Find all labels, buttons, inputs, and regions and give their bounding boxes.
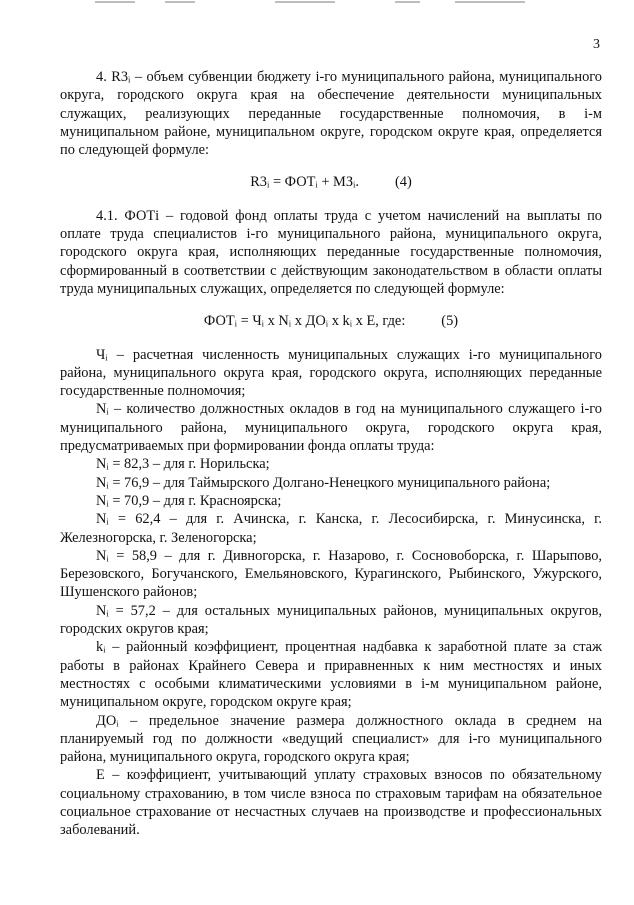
definition-do: ДОᵢ – предельное значение размера должностного оклада в среднем на планируемый год по должности «ведущий специалист» для i-го муниципального района, муниципального округа, городского округа края; <box>60 712 602 766</box>
n-value-achinsk-group: Nᵢ = 62,4 – для г. Ачинска, г. Канска, г. Лесосибирска, г. Минусинска, г. Железногорска, г. Зеленогорска; <box>60 511 602 546</box>
paragraph-r3: 4. R3ᵢ – объем субвенции бюджету i-го муниципального района, муниципального округа, городского округа края на обеспечение деятельности муниципальных служащих, реализующих переданные государственные полномочия, в i-м муниципальном районе, муниципальном округе, городском округе края, определяется по следующей формуле: <box>60 69 602 159</box>
n-value-norilsk: Nᵢ = 82,3 – для г. Норильска; <box>96 456 270 473</box>
page-number: 3 <box>593 37 600 52</box>
n-value-taimyr: Nᵢ = 76,9 – для Таймырского Долгано-Ненецкого муниципального района; <box>96 474 551 491</box>
paragraph-fot: 4.1. ФОТi – годовой фонд оплаты труда с учетом начислений на выплаты по оплате труда специалистов i-го муниципального района, муниципального округа, городского округа края, исполняющих переданные государственные полномочия, сформированный в соответствии с действующим законодательством в области оплаты труда муниципальных служащих, определяется по следующей формуле: <box>60 207 602 297</box>
n-value-krasnoyarsk: Nᵢ = 70,9 – для г. Красноярска; <box>96 492 282 509</box>
definition-n: Nᵢ – количество должностных окладов в год на муниципального служащего i-го муниципального района, муниципального округа, городского округа края, предусматриваемых при формировании фонда оплаты труда: <box>60 401 602 455</box>
formula-5: ФОТᵢ = Чᵢ x Nᵢ x ДОᵢ x kᵢ x Е, где: (5) <box>203 313 459 330</box>
definition-e: Е – коэффициент, учитывающий уплату страховых взносов по обязательному социальному страхованию, в том числе взноса по страховым тарифам на обязательное социальное страхование от несчастных случаев на производстве и профессиональных заболеваний. <box>60 767 602 839</box>
definition-k: kᵢ – районный коэффициент, процентная надбавка к заработной плате за стаж работы в районах Крайнего Севера и приравненных к ним местностях и иных местностях с особыми климатическими условиями в i-м муниципальном районе, муниципальном округе, городском округе края; <box>60 639 602 711</box>
formula-4: R3ᵢ = ФОТᵢ + МЗᵢ. (4) <box>250 174 412 191</box>
document-body <box>60 68 602 840</box>
n-value-others: Nᵢ = 57,2 – для остальных муниципальных районов, муниципальных округов, городских округов края; <box>60 602 602 638</box>
scan-top-marks <box>95 0 535 6</box>
definition-ch: Чᵢ – расчетная численность муниципальных служащих i-го муниципального района, муниципального округа края, городского округа, исполняющих переданные государственные полномочия; <box>60 346 602 400</box>
n-value-divnogorsk-group: Nᵢ = 58,9 – для г. Дивногорска, г. Назарово, г. Сосновоборска, г. Шарыпово, Березовского, Богучанского, Емельяновского, Курагинского, Рыбинского, Ужурского, Шушенского районов; <box>60 547 602 601</box>
